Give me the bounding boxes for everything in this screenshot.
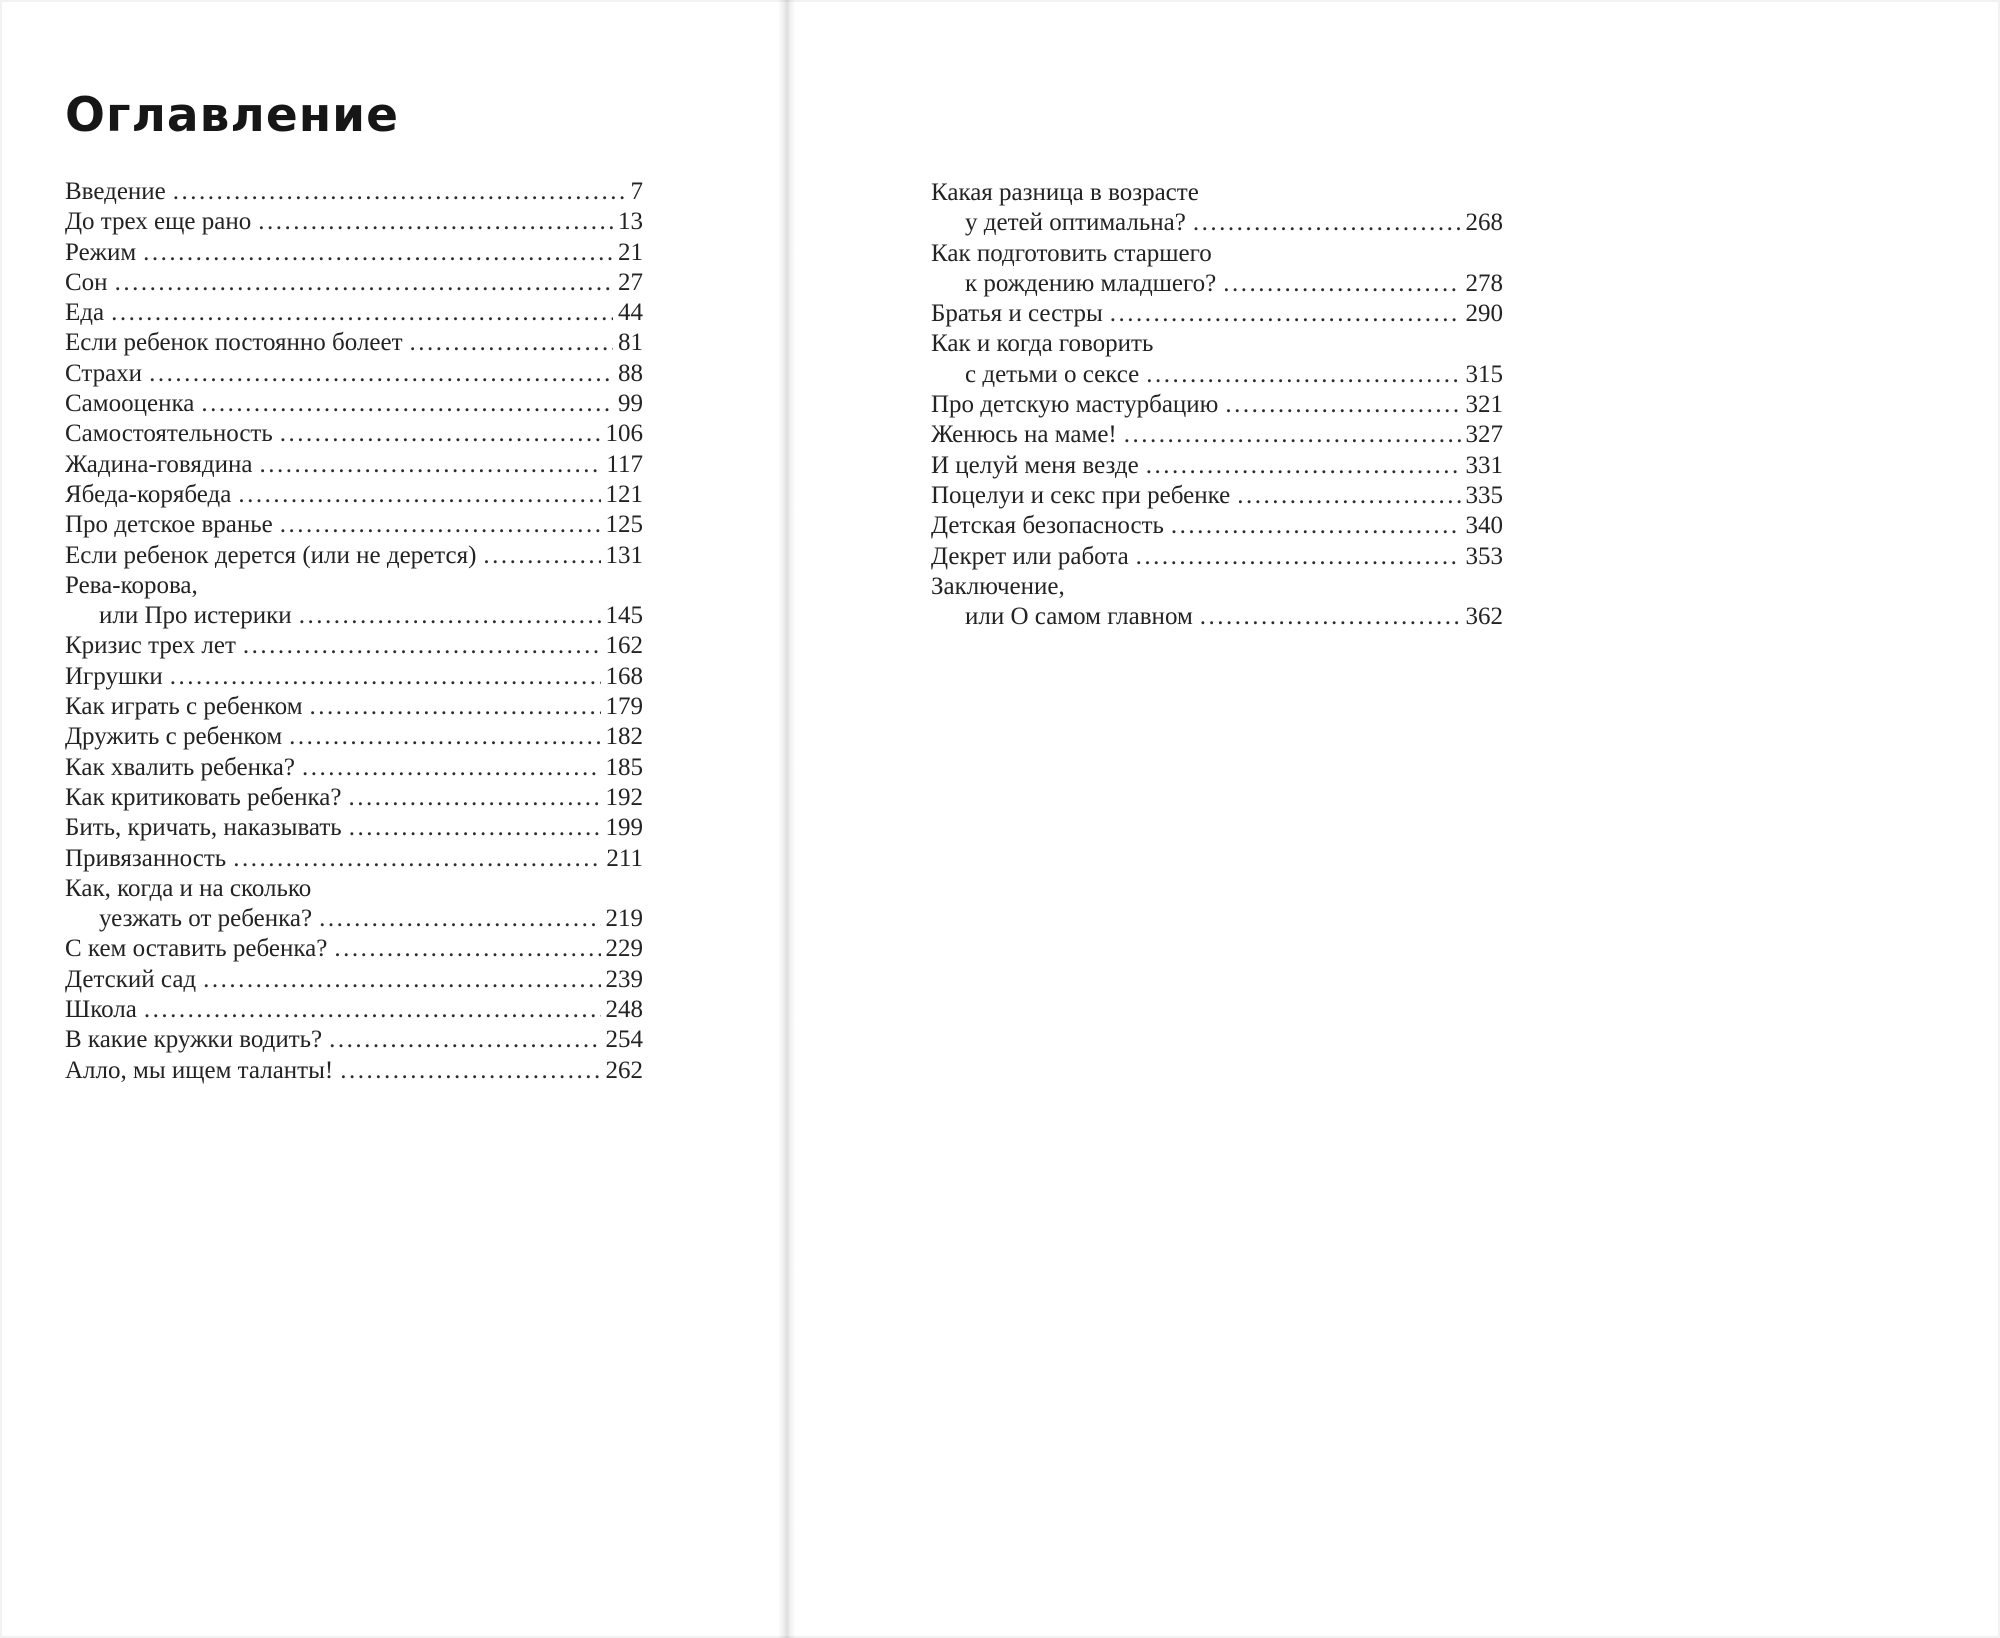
toc-leader-dots xyxy=(319,904,600,934)
toc-leader-dots xyxy=(310,692,601,722)
toc-line xyxy=(931,481,1503,511)
toc-line xyxy=(65,541,643,571)
toc-line xyxy=(65,207,643,237)
toc-entry xyxy=(65,207,643,237)
toc-entry xyxy=(65,813,643,843)
toc-line xyxy=(65,1025,643,1055)
toc-leader-dots xyxy=(280,419,601,449)
toc-entry xyxy=(65,298,643,328)
toc-page-number: 229 xyxy=(605,935,643,963)
toc-entry xyxy=(65,662,643,692)
toc-entry xyxy=(65,268,643,298)
toc-line xyxy=(931,390,1503,420)
toc-entry-title: к рождению младшего? xyxy=(965,269,1217,297)
toc-page-number: 162 xyxy=(605,632,643,660)
toc-line xyxy=(931,542,1503,572)
toc-page-number: 321 xyxy=(1465,391,1503,419)
toc-page-number: 125 xyxy=(605,511,643,539)
toc-leader-dots xyxy=(1146,360,1460,390)
toc-page-number: 121 xyxy=(605,480,643,508)
toc-entry-title: Страхи xyxy=(65,359,143,387)
toc-entry xyxy=(931,451,1503,481)
toc-entry xyxy=(65,328,643,358)
toc-page-number: 199 xyxy=(605,814,643,842)
toc-line xyxy=(65,753,643,783)
toc-leader-dots xyxy=(1193,208,1461,238)
toc-line xyxy=(65,631,643,661)
toc-page-number: 239 xyxy=(605,965,643,993)
toc-entry-title: Школа xyxy=(65,996,137,1024)
toc-entry xyxy=(65,934,643,964)
toc-line xyxy=(931,178,1503,208)
toc-entry xyxy=(65,359,643,389)
toc-page-number: 192 xyxy=(605,783,643,811)
toc-page-number: 88 xyxy=(618,359,643,387)
page-gutter xyxy=(778,0,796,1638)
toc-page-number: 13 xyxy=(618,208,643,236)
toc-entry-title: Как и когда говорить xyxy=(931,330,1154,358)
toc-page-number: 268 xyxy=(1465,209,1503,237)
toc-line xyxy=(65,722,643,752)
toc-entry xyxy=(65,753,643,783)
toc-line xyxy=(65,934,643,964)
toc-page-number: 219 xyxy=(605,905,643,933)
toc-entry-title: Жадина-говядина xyxy=(65,450,253,478)
toc-leader-dots xyxy=(348,783,600,813)
toc-leader-dots xyxy=(302,753,601,783)
toc-line xyxy=(65,177,643,207)
toc-leader-dots xyxy=(280,510,601,540)
toc-column-left xyxy=(65,177,643,1086)
toc-page-number: 106 xyxy=(605,420,643,448)
toc-entry-title: Если ребенок дерется (или не дерется) xyxy=(65,541,477,569)
toc-entry-title: у детей оптимальна? xyxy=(965,209,1186,237)
toc-line xyxy=(931,269,1503,299)
toc-entry-title: Еда xyxy=(65,299,105,327)
toc-leader-dots xyxy=(258,207,613,237)
toc-leader-dots xyxy=(483,541,600,571)
toc-entry-title: Декрет или работа xyxy=(931,542,1129,570)
toc-leader-dots xyxy=(115,268,613,298)
toc-entry-title: Как хвалить ребенка? xyxy=(65,753,295,781)
toc-line xyxy=(65,298,643,328)
toc-entry xyxy=(65,480,643,510)
toc-line xyxy=(65,359,643,389)
toc-line xyxy=(931,329,1503,359)
toc-entry-title: Привязанность xyxy=(65,844,227,872)
toc-entry xyxy=(65,874,643,935)
toc-entry-title: До трех еще рано xyxy=(65,208,252,236)
toc-leader-dots xyxy=(334,934,600,964)
toc-page-number: 340 xyxy=(1465,512,1503,540)
toc-entry-title: Детская безопасность xyxy=(931,512,1164,540)
toc-entry-title: Введение xyxy=(65,178,166,205)
toc-entry-title: Режим xyxy=(65,238,137,266)
toc-entry xyxy=(931,299,1503,329)
toc-line xyxy=(65,389,643,419)
toc-entry xyxy=(65,844,643,874)
toc-line xyxy=(931,451,1503,481)
toc-entry-title: или Про истерики xyxy=(99,602,292,630)
toc-entry-title: И целуй меня везде xyxy=(931,451,1139,479)
toc-page-number: 117 xyxy=(606,450,643,478)
toc-entry-title: Самооценка xyxy=(65,390,195,418)
toc-entry xyxy=(931,239,1503,300)
toc-line xyxy=(65,238,643,268)
toc-leader-dots xyxy=(170,662,601,692)
toc-entry xyxy=(931,542,1503,572)
toc-entry xyxy=(65,1056,643,1086)
toc-page-number: 185 xyxy=(605,753,643,781)
toc-entry xyxy=(931,390,1503,420)
toc-entry-title: Какая разница в возрасте xyxy=(931,179,1199,206)
toc-page-number: 44 xyxy=(618,299,643,327)
toc-entry xyxy=(65,450,643,480)
toc-entry xyxy=(65,783,643,813)
toc-leader-dots xyxy=(243,631,601,661)
toc-leader-dots xyxy=(340,1056,600,1086)
toc-leader-dots xyxy=(410,328,613,358)
toc-entry xyxy=(65,510,643,540)
toc-entry-title: уезжать от ребенка? xyxy=(99,905,313,933)
toc-entry-title: Бить, кричать, наказывать xyxy=(65,814,342,842)
toc-leader-dots xyxy=(1171,511,1461,541)
toc-entry-title: Как критиковать ребенка? xyxy=(65,783,342,811)
toc-line xyxy=(65,268,643,298)
toc-entry xyxy=(931,481,1503,511)
toc-leader-dots xyxy=(1146,451,1461,481)
toc-line xyxy=(65,510,643,540)
toc-entry xyxy=(65,722,643,752)
toc-page-number: 254 xyxy=(605,1026,643,1054)
toc-entry-title: Как играть с ребенком xyxy=(65,693,303,721)
toc-leader-dots xyxy=(259,450,601,480)
toc-page-number: 262 xyxy=(605,1056,643,1084)
toc-page-number: 168 xyxy=(605,662,643,690)
toc-line xyxy=(65,328,643,358)
toc-entry-title: Детский сад xyxy=(65,965,197,993)
toc-leader-dots xyxy=(1124,420,1461,450)
toc-leader-dots xyxy=(329,1025,600,1055)
toc-line xyxy=(65,601,643,631)
toc-entry-title: Женюсь на маме! xyxy=(931,421,1117,449)
toc-entry xyxy=(931,178,1503,239)
toc-line xyxy=(65,874,643,904)
toc-entry xyxy=(931,572,1503,633)
toc-entry-title: Поцелуи и секс при ребенке xyxy=(931,481,1231,509)
toc-entry xyxy=(65,1025,643,1055)
toc-entry-title: Игрушки xyxy=(65,662,163,690)
toc-entry-title: Если ребенок постоянно болеет xyxy=(65,329,403,357)
toc-page-number: 327 xyxy=(1465,421,1503,449)
toc-entry xyxy=(65,238,643,268)
toc-page-number: 362 xyxy=(1465,603,1503,631)
toc-column-right xyxy=(931,178,1503,632)
toc-entry xyxy=(931,511,1503,541)
page-left xyxy=(0,0,778,1638)
toc-page-number: 99 xyxy=(618,390,643,418)
toc-entry xyxy=(65,995,643,1025)
toc-entry xyxy=(65,389,643,419)
toc-leader-dots xyxy=(173,177,626,207)
toc-leader-dots xyxy=(349,813,601,843)
toc-page-number: 290 xyxy=(1465,300,1503,328)
toc-entry-title: Про детское вранье xyxy=(65,511,273,539)
toc-page-number: 278 xyxy=(1465,269,1503,297)
toc-line xyxy=(931,360,1503,390)
page-title: Оглавление xyxy=(65,88,399,143)
toc-page-number: 211 xyxy=(606,844,643,872)
toc-leader-dots xyxy=(1110,299,1461,329)
toc-entry-title: Самостоятельность xyxy=(65,420,273,448)
toc-line xyxy=(65,662,643,692)
toc-line xyxy=(931,239,1503,269)
toc-line xyxy=(65,480,643,510)
toc-entry-title: с детьми о сексе xyxy=(965,360,1140,388)
toc-line xyxy=(65,419,643,449)
toc-entry-title: Про детскую мастурбацию xyxy=(931,391,1219,419)
toc-page-number: 331 xyxy=(1465,451,1503,479)
toc-entry-title: Как, когда и на сколько xyxy=(65,874,312,902)
toc-line xyxy=(65,783,643,813)
toc-line xyxy=(65,1056,643,1086)
toc-leader-dots xyxy=(111,298,613,328)
toc-line xyxy=(65,965,643,995)
toc-page-number: 7 xyxy=(630,178,643,205)
toc-line xyxy=(65,450,643,480)
toc-page-number: 179 xyxy=(605,693,643,721)
toc-line xyxy=(931,208,1503,238)
toc-entry xyxy=(65,571,643,632)
toc-entry-title: Кризис трех лет xyxy=(65,632,236,660)
toc-leader-dots xyxy=(201,389,613,419)
toc-leader-dots xyxy=(1225,390,1460,420)
toc-page-number: 315 xyxy=(1465,360,1503,388)
toc-leader-dots xyxy=(143,238,613,268)
toc-entry xyxy=(65,177,643,207)
toc-entry-title: Дружить с ребенком xyxy=(65,723,283,751)
toc-leader-dots xyxy=(289,722,600,752)
toc-entry xyxy=(65,541,643,571)
toc-entry-title: Алло, мы ищем таланты! xyxy=(65,1056,334,1084)
toc-leader-dots xyxy=(299,601,601,631)
toc-entry-title: Заключение, xyxy=(931,572,1065,600)
toc-leader-dots xyxy=(203,965,600,995)
toc-leader-dots xyxy=(149,359,613,389)
toc-entry xyxy=(65,692,643,722)
toc-line xyxy=(931,299,1503,329)
toc-entry xyxy=(65,631,643,661)
toc-entry xyxy=(65,965,643,995)
toc-page-number: 353 xyxy=(1465,542,1503,570)
toc-entry xyxy=(931,420,1503,450)
toc-page-number: 182 xyxy=(605,723,643,751)
toc-line xyxy=(931,511,1503,541)
toc-line xyxy=(931,420,1503,450)
toc-page-number: 21 xyxy=(618,238,643,266)
page-right xyxy=(796,0,2000,1638)
toc-leader-dots xyxy=(144,995,601,1025)
toc-page-number: 131 xyxy=(605,541,643,569)
toc-leader-dots xyxy=(238,480,600,510)
toc-line xyxy=(65,995,643,1025)
toc-entry-title: В какие кружки водить? xyxy=(65,1026,323,1054)
toc-entry xyxy=(65,419,643,449)
toc-leader-dots xyxy=(1223,269,1460,299)
toc-entry xyxy=(931,329,1503,390)
toc-entry-title: С кем оставить ребенка? xyxy=(65,935,328,963)
toc-entry-title: Сон xyxy=(65,268,108,296)
toc-line xyxy=(65,904,643,934)
toc-line xyxy=(931,602,1503,632)
toc-page-number: 335 xyxy=(1465,481,1503,509)
toc-page-number: 81 xyxy=(618,329,643,357)
toc-entry-title: Рева-корова, xyxy=(65,571,198,599)
toc-page-number: 248 xyxy=(605,996,643,1024)
toc-entry-title: Ябеда-корябеда xyxy=(65,480,232,508)
toc-line xyxy=(65,844,643,874)
toc-line xyxy=(65,692,643,722)
toc-leader-dots xyxy=(1136,542,1461,572)
toc-leader-dots xyxy=(233,844,601,874)
toc-page-number: 145 xyxy=(605,602,643,630)
toc-entry-title: или О самом главном xyxy=(965,603,1193,631)
toc-entry-title: Братья и сестры xyxy=(931,300,1103,328)
toc-leader-dots xyxy=(1237,481,1460,511)
toc-line xyxy=(65,571,643,601)
toc-line xyxy=(65,813,643,843)
toc-entry-title: Как подготовить старшего xyxy=(931,239,1212,267)
toc-line xyxy=(931,572,1503,602)
toc-leader-dots xyxy=(1200,602,1461,632)
toc-page-number: 27 xyxy=(618,268,643,296)
